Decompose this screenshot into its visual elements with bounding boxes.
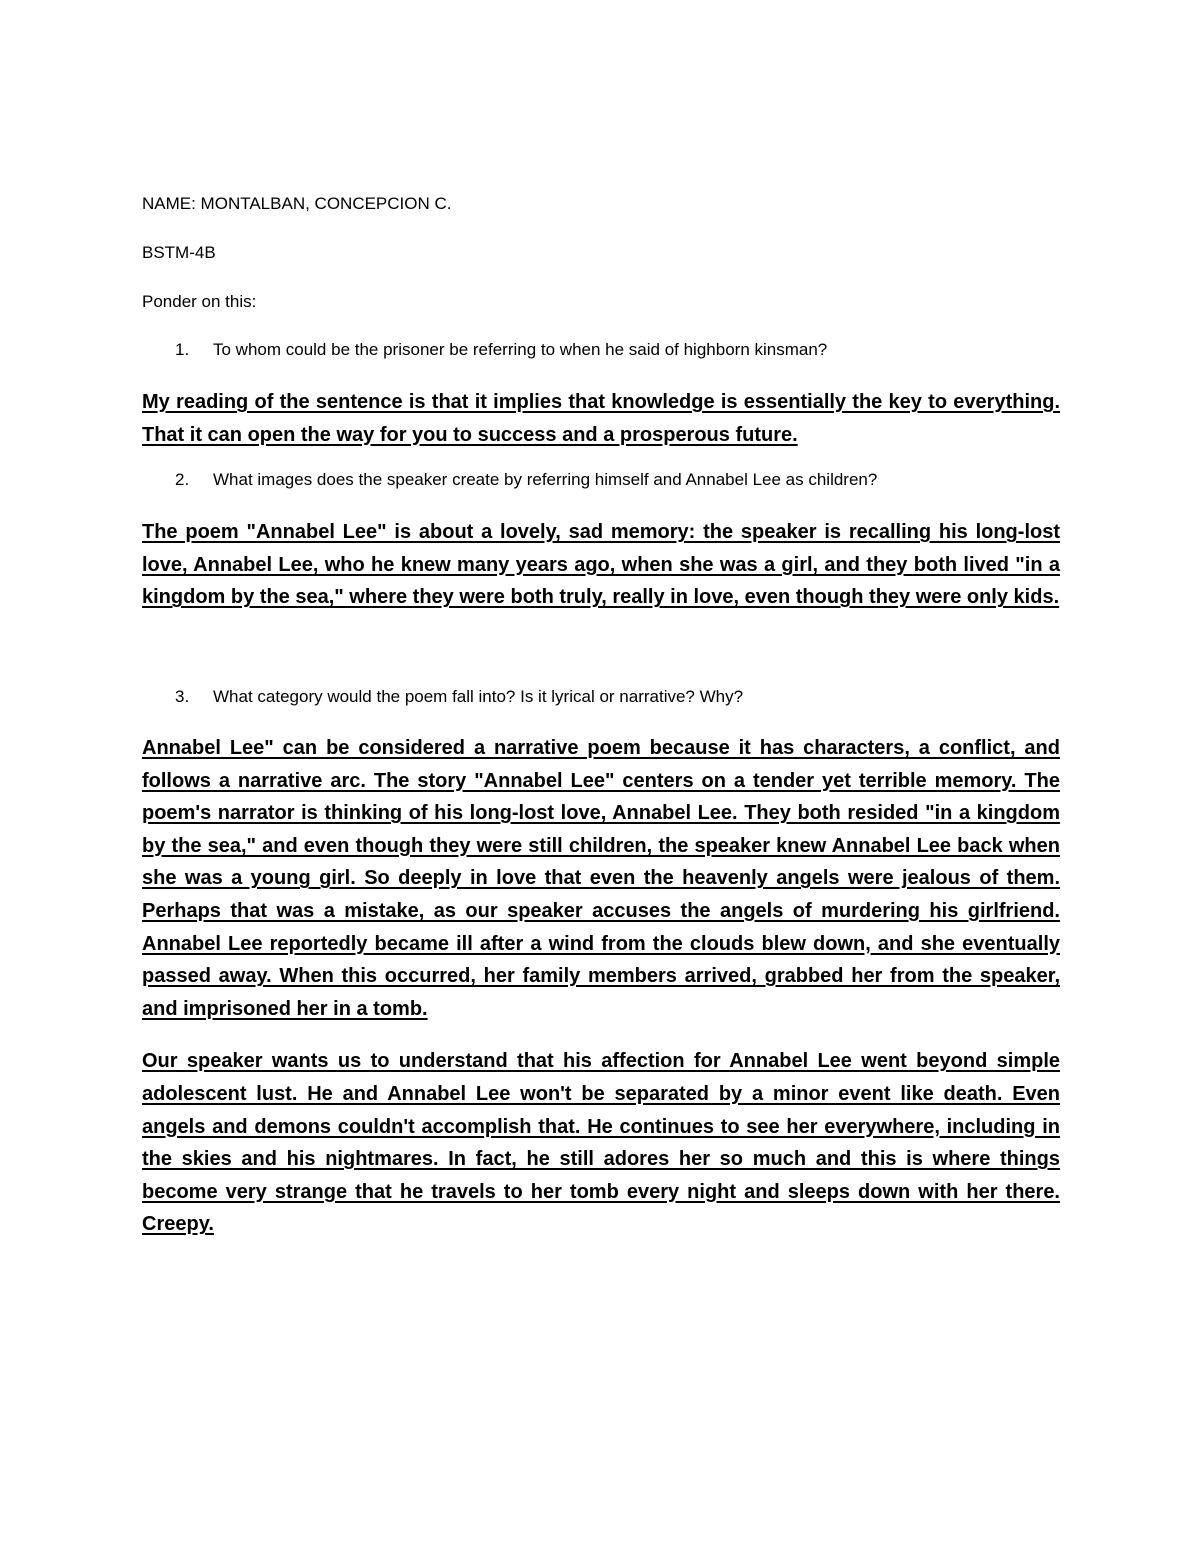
- question-text: What category would the poem fall into? Is it lyrical or narrative? Why?: [213, 686, 744, 706]
- answer-3-paragraph-2: Our speaker wants us to understand that his affection for Annabel Lee went beyond simple adolescent lust. He and Annabel Lee won't be separated by a minor event like death. Even angels and demons couldn't accomplish that. He continues to see her everywhere, including in the skies and his nightmares. In fact, he still adores her so much and this is where things become very strange that he travels to her tomb every night and sleeps down with her there. Creepy.: [142, 1050, 1060, 1236]
- document-body: [142, 193, 1060, 1241]
- question-number: 3.: [175, 686, 190, 706]
- student-section: BSTM-4B: [142, 243, 216, 262]
- answer-3-paragraph-1: Annabel Lee" can be considered a narrative poem because it has characters, a conflict, and follows a narrative arc. The story "Annabel Lee" centers on a tender yet terrible memory. The poem's narrator is thinking of his long-lost love, Annabel Lee. They both resided "in a kingdom by the sea," and even though they were still children, the speaker knew Annabel Lee back when she was a young girl. So deeply in love that even the heavenly angels were jealous of them. Perhaps that was a mistake, as our speaker accuses the angels of murdering his girlfriend. Annabel Lee reportedly became ill after a wind from the clouds blew down, and she eventually passed away. When this occurred, her family members arrived, grabbed her from the speaker, and imprisoned her in a tomb.: [142, 736, 1060, 1020]
- question-number: 2.: [175, 470, 190, 490]
- question-text: To whom could be the prisoner be referring to when he said of highborn kinsman?: [213, 340, 828, 359]
- student-name: NAME: MONTALBAN, CONCEPCION C.: [142, 194, 452, 213]
- question-2: [142, 469, 1060, 491]
- answer-1: My reading of the sentence is that it implies that knowledge is essentially the key to everything. That it can open the way for you to success and a prosperous future.: [142, 391, 1060, 446]
- ponder-heading: Ponder on this:: [142, 292, 257, 311]
- question-number: 1.: [175, 340, 190, 359]
- question-1: [142, 339, 1060, 361]
- answer-2: The poem "Annabel Lee" is about a lovely, sad memory: the speaker is recalling his long-lost love, Annabel Lee, who he knew many years ago, when she was a girl, and they both lived "in a kingdom by the sea," where they were both truly, really in love, even though they were only kids.: [142, 521, 1060, 609]
- question-text: What images does the speaker create by referring himself and Annabel Lee as children?: [213, 470, 878, 490]
- question-3: [142, 686, 1060, 708]
